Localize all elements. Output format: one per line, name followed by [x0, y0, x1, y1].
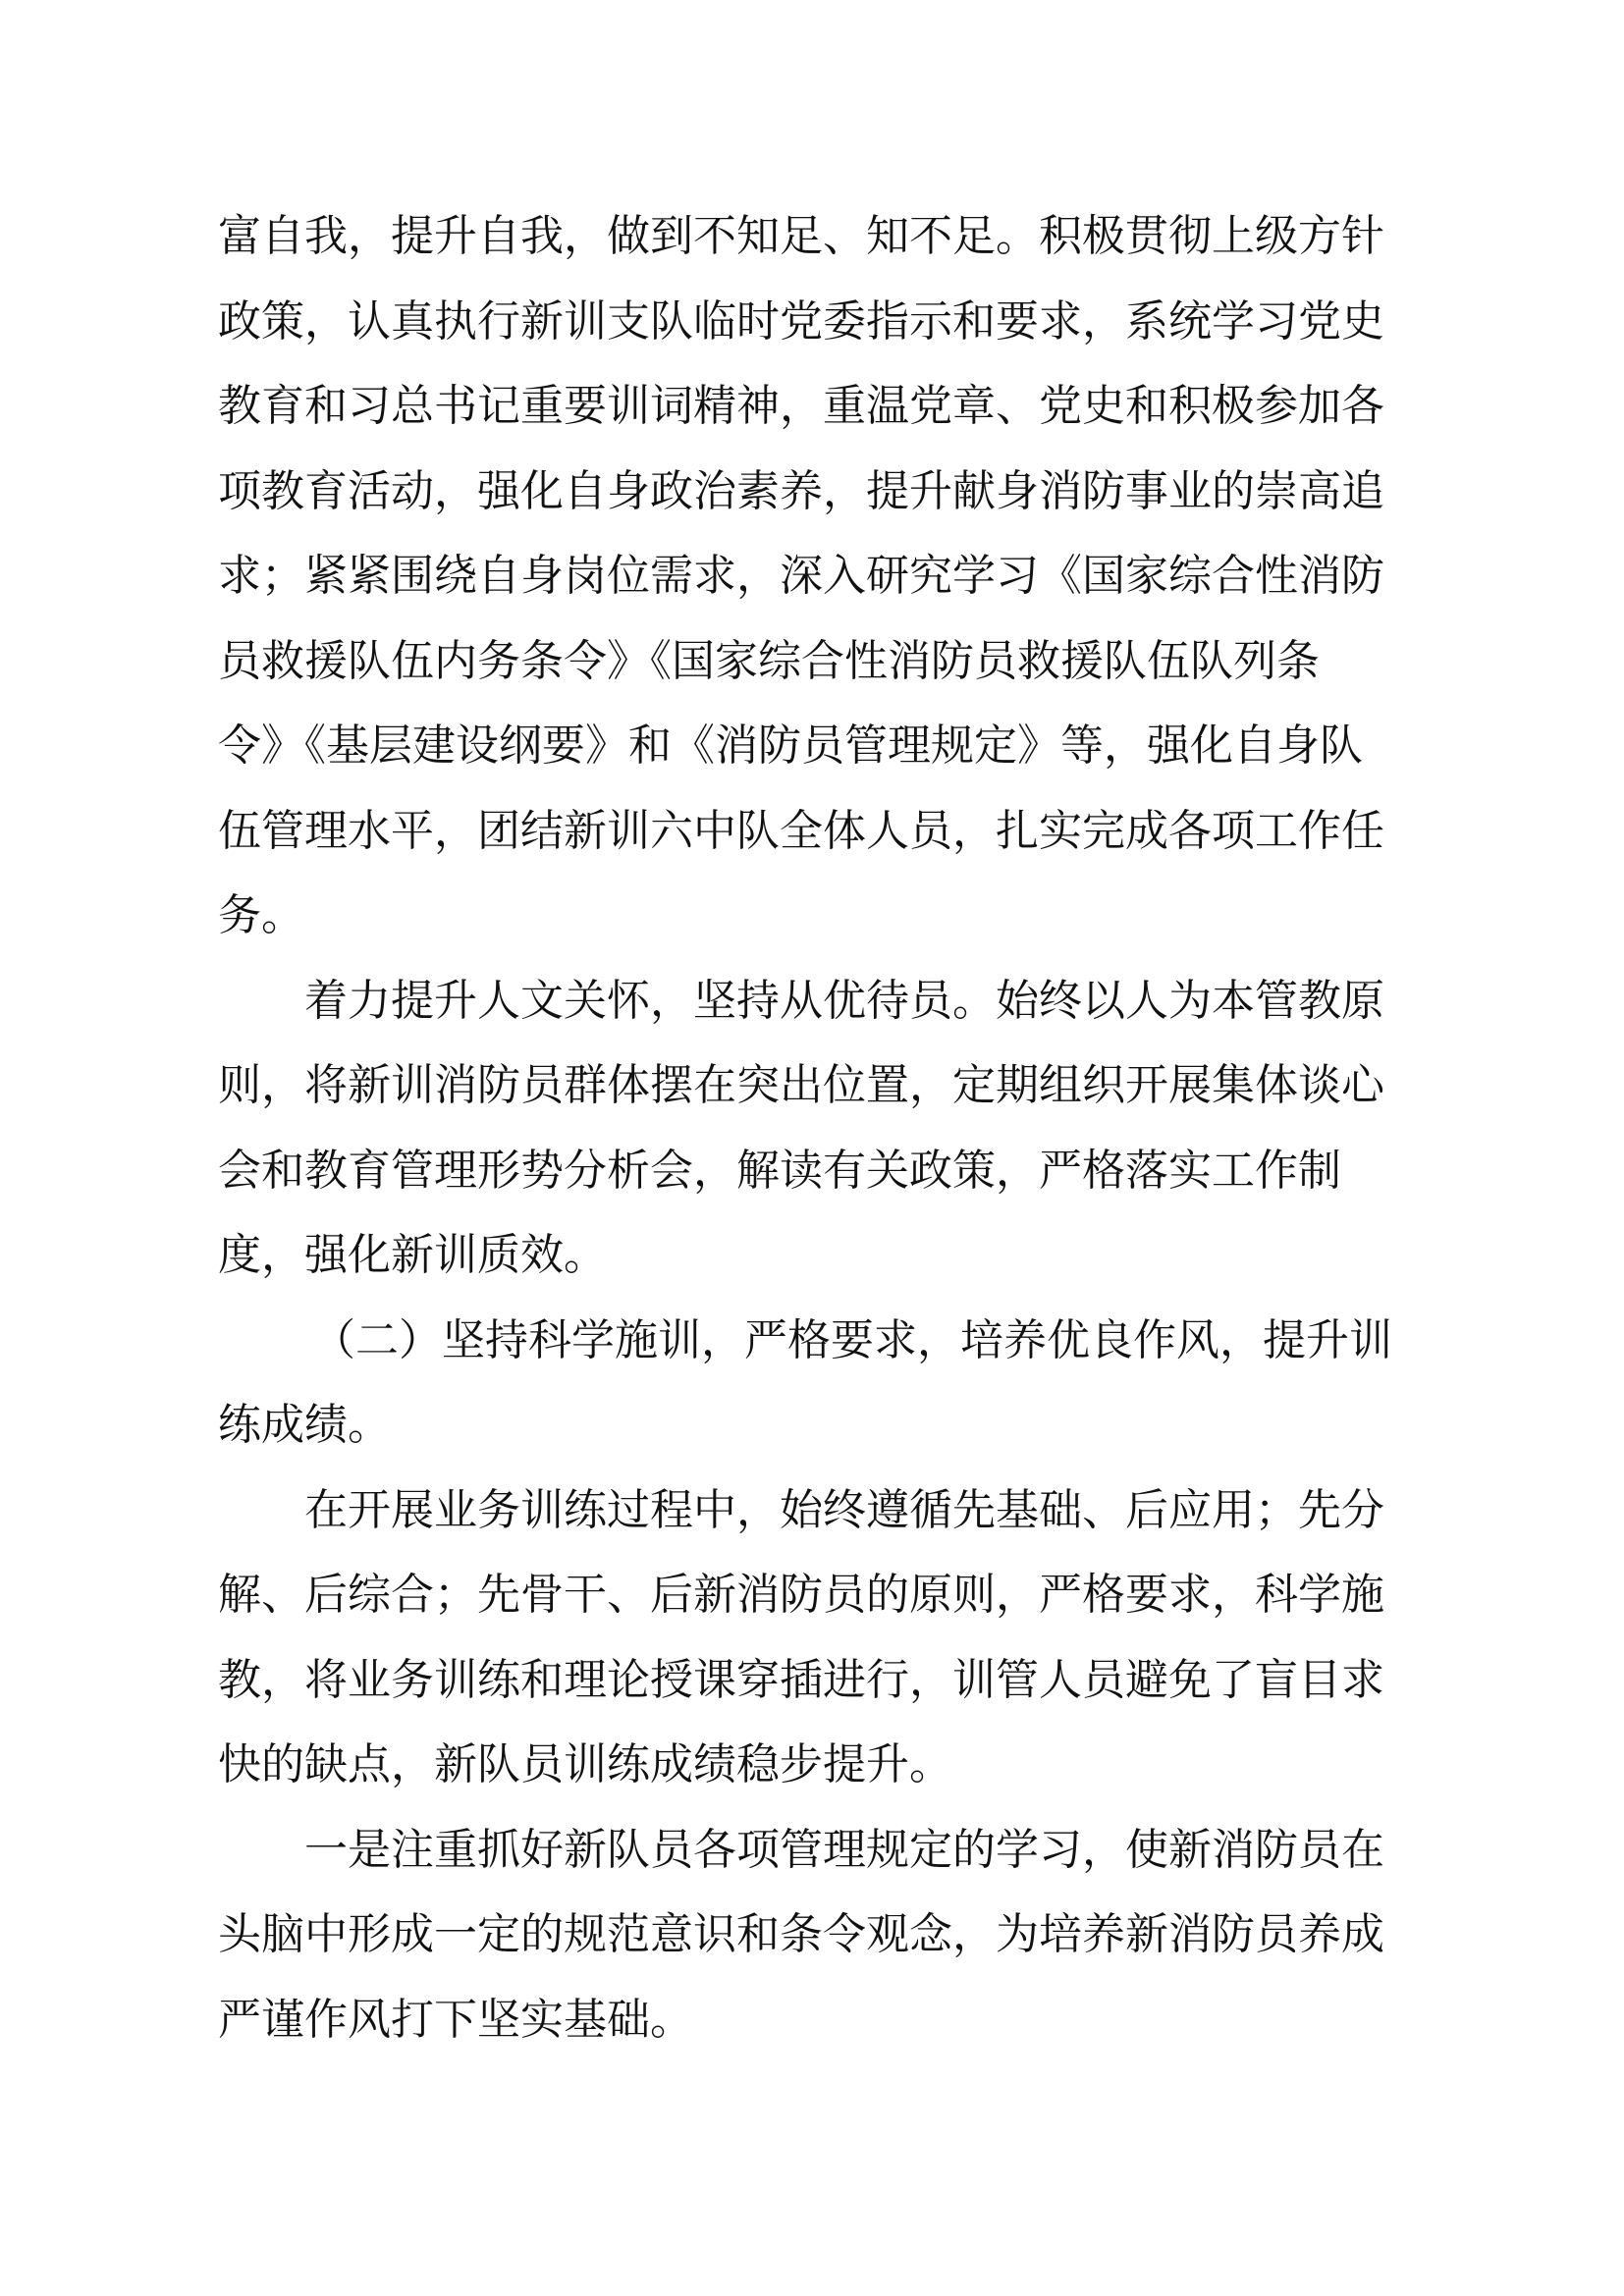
- text-line: 度，强化新训质效。: [218, 1230, 607, 1280]
- text-line: 令》《基层建设纲要》和《消防员管理规定》等，强化自身队: [218, 721, 1363, 771]
- text-line: 教育和习总书记重要训词精神，重温党章、党史和积极参加各: [218, 381, 1384, 431]
- text-line: 会和教育管理形势分析会，解读有关政策，严格落实工作制: [218, 1146, 1341, 1196]
- text-line: 员救援队伍内务条令》《国家综合性消防员救援队伍队列条: [218, 636, 1320, 686]
- text-line: 富自我，提升自我，做到不知足、知不足。积极贯彻上级方针: [218, 211, 1384, 261]
- paragraph-start: 着力提升人文关怀，坚持从优待员。始终以人为本管教原: [304, 976, 1384, 1026]
- section-heading: （二）坚持科学施训，严格要求，培养优良作风，提升训: [312, 1315, 1392, 1365]
- text-line: 头脑中形成一定的规范意识和条令观念，为培养新消防员养成: [218, 1909, 1384, 1959]
- text-line: 快的缺点，新队员训练成绩稳步提升。: [218, 1739, 952, 1789]
- text-line: 严谨作风打下坚实基础。: [218, 1995, 693, 2045]
- text-line: 务。: [218, 890, 304, 940]
- text-line: 伍管理水平，团结新训六中队全体人员，扎实完成各项工作任: [218, 806, 1384, 856]
- text-line: 求；紧紧围绕自身岗位需求，深入研究学习《国家综合性消防: [218, 551, 1384, 601]
- text-line: 项教育活动，强化自身政治素养，提升献身消防事业的崇高追: [218, 466, 1384, 516]
- section-heading-continued: 练成绩。: [218, 1400, 391, 1450]
- text-line: 教，将业务训练和理论授课穿插进行，训管人员避免了盲目求: [218, 1655, 1384, 1705]
- text-line: 则，将新训消防员群体摆在突出位置，定期组织开展集体谈心: [218, 1060, 1384, 1110]
- text-line: 政策，认真执行新训支队临时党委指示和要求，系统学习党史: [218, 296, 1384, 347]
- text-line: 解、后综合；先骨干、后新消防员的原则，严格要求，科学施: [218, 1570, 1384, 1620]
- paragraph-start: 在开展业务训练过程中，始终遵循先基础、后应用；先分: [304, 1485, 1384, 1535]
- paragraph-start: 一是注重抓好新队员各项管理规定的学习，使新消防员在: [304, 1825, 1384, 1875]
